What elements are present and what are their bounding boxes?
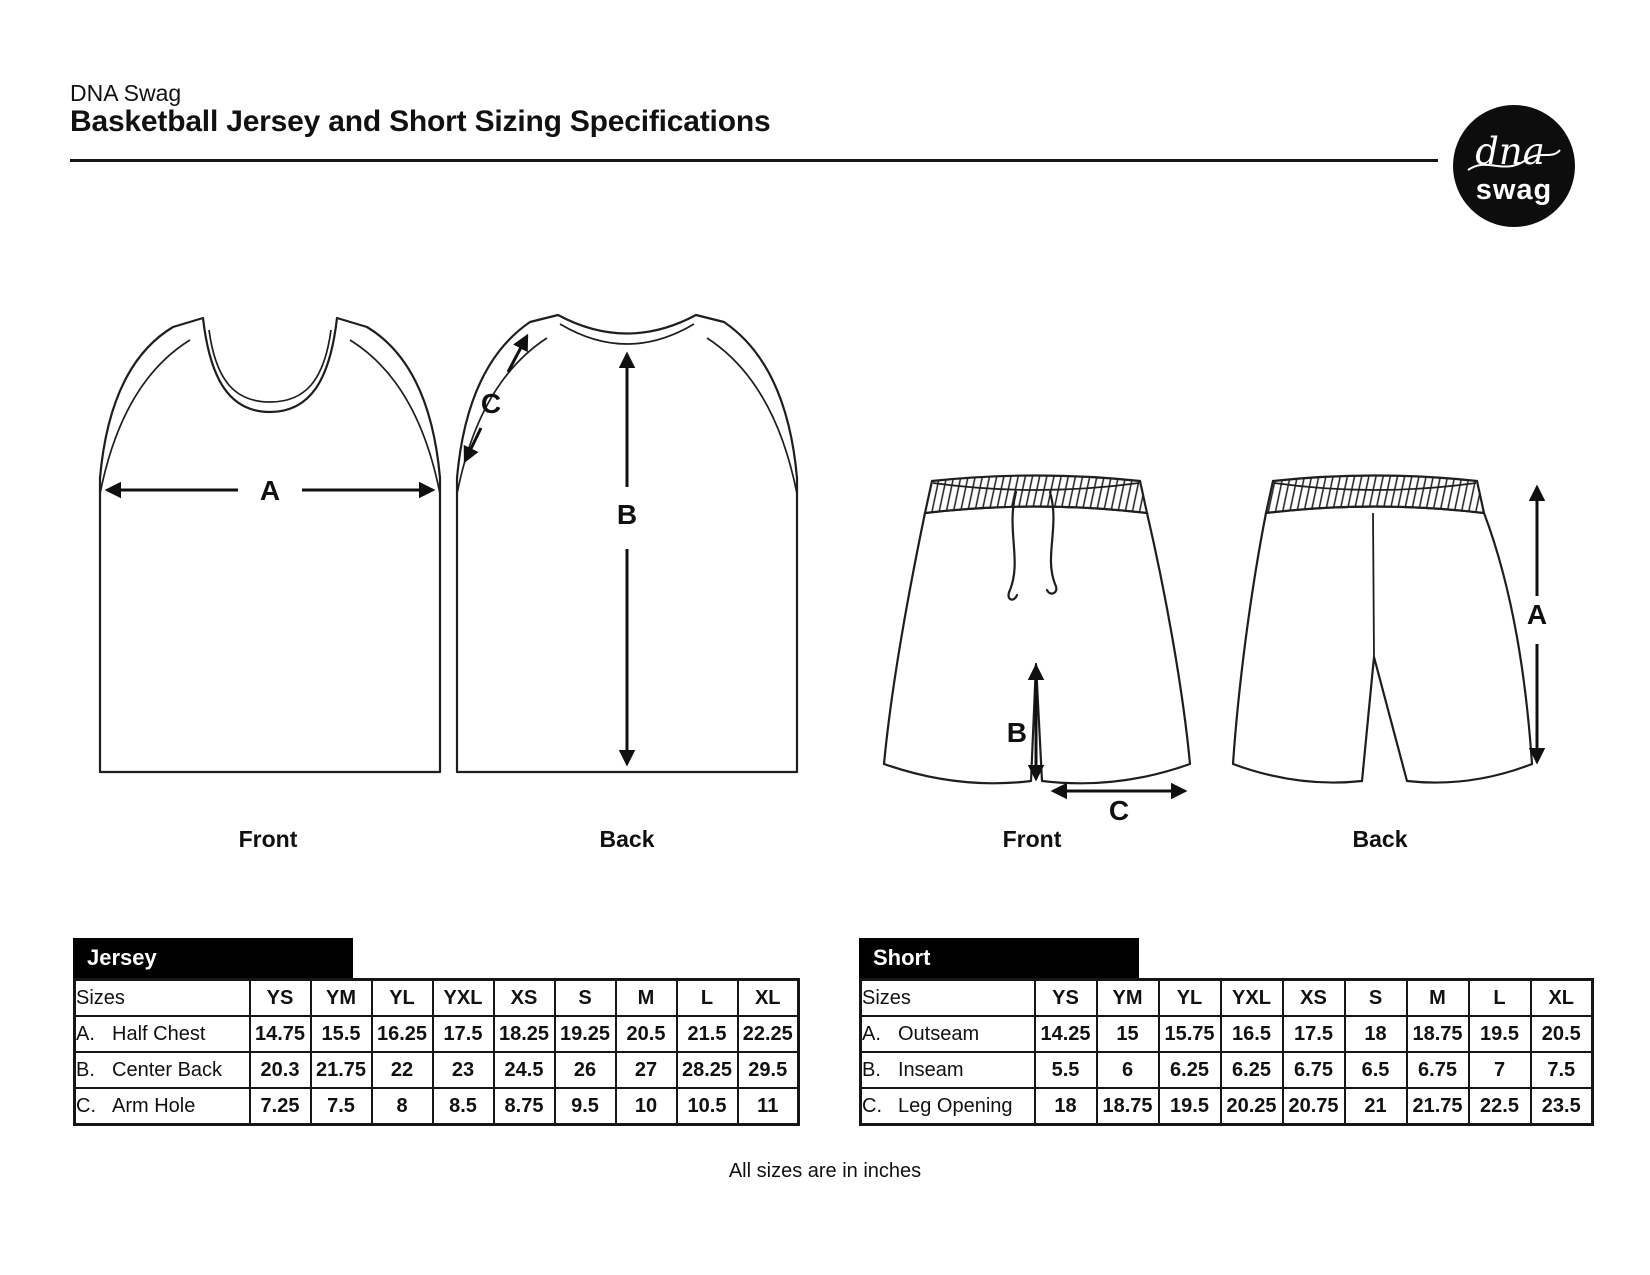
jersey-value-cell: 27	[616, 1052, 677, 1088]
measure-c-label: C	[1108, 795, 1130, 826]
short-sizes-row	[861, 980, 1593, 1017]
brand-name: DNA Swag	[70, 80, 182, 106]
short-inseam-row	[861, 1052, 1593, 1088]
jersey-value-cell: 23	[433, 1052, 494, 1088]
jersey-value-cell: 28.25	[677, 1052, 738, 1088]
jersey-value-cell: 18.25	[494, 1016, 555, 1052]
short-value-cell: 6.25	[1221, 1052, 1283, 1088]
jersey-value-cell: 21.75	[311, 1052, 372, 1088]
shorts-front-caption: Front	[1002, 826, 1062, 852]
row-label-cell	[861, 1052, 1035, 1088]
measure-a-label: A	[259, 475, 281, 506]
jersey-size-xl: XL	[738, 980, 799, 1017]
shorts-front-drawing	[884, 476, 1190, 853]
jersey-value-cell: 19.25	[555, 1016, 616, 1052]
row-label-cell	[75, 1088, 250, 1125]
jersey-size-ys: YS	[250, 980, 311, 1017]
shorts-back-drawing	[1233, 476, 1547, 853]
measure-a-label: A	[1526, 599, 1548, 630]
jersey-half-chest-row	[75, 1016, 799, 1052]
short-value-cell: 23.5	[1531, 1088, 1593, 1125]
short-value-cell: 14.25	[1035, 1016, 1097, 1052]
row-label-cell	[75, 1016, 250, 1052]
row-prefix: B.	[76, 1058, 95, 1081]
jersey-front-drawing	[100, 318, 440, 852]
short-value-cell: 19.5	[1159, 1088, 1221, 1125]
short-size-m: M	[1407, 980, 1469, 1017]
sizes-header-cell: Sizes	[861, 980, 1035, 1017]
short-leg-opening-row	[861, 1088, 1593, 1125]
jersey-size-ym: YM	[311, 980, 372, 1017]
short-value-cell: 6.75	[1407, 1052, 1469, 1088]
short-value-cell: 6.75	[1283, 1052, 1345, 1088]
jersey-value-cell: 26	[555, 1052, 616, 1088]
short-value-cell: 6.25	[1159, 1052, 1221, 1088]
short-value-cell: 18.75	[1097, 1088, 1159, 1125]
short-size-ys: YS	[1035, 980, 1097, 1017]
row-prefix: A.	[76, 1022, 95, 1045]
jersey-value-cell: 10	[616, 1088, 677, 1125]
jersey-size-l: L	[677, 980, 738, 1017]
jersey-table	[73, 978, 800, 1126]
jersey-size-table	[73, 938, 800, 1126]
jersey-size-m: M	[616, 980, 677, 1017]
jersey-center-back-row	[75, 1052, 799, 1088]
row-label-cell	[75, 1052, 250, 1088]
short-size-yxl: YXL	[1221, 980, 1283, 1017]
short-value-cell: 19.5	[1469, 1016, 1531, 1052]
short-value-cell: 6.5	[1345, 1052, 1407, 1088]
short-size-l: L	[1469, 980, 1531, 1017]
jersey-size-yxl: YXL	[433, 980, 494, 1017]
jersey-table-tab: Jersey	[73, 938, 353, 978]
jersey-value-cell: 15.5	[311, 1016, 372, 1052]
short-value-cell: 18.75	[1407, 1016, 1469, 1052]
jersey-value-cell: 24.5	[494, 1052, 555, 1088]
jersey-arm-hole-row	[75, 1088, 799, 1125]
page-title: Basketball Jersey and Short Sizing Specifications	[70, 105, 771, 138]
row-name: Arm Hole	[112, 1094, 196, 1117]
short-value-cell: 20.5	[1531, 1016, 1593, 1052]
jersey-sizes-row	[75, 980, 799, 1017]
short-value-cell: 22.5	[1469, 1088, 1531, 1125]
jersey-value-cell: 7.5	[311, 1088, 372, 1125]
short-value-cell: 20.75	[1283, 1088, 1345, 1125]
shorts-back-caption: Back	[1352, 826, 1408, 852]
short-value-cell: 6	[1097, 1052, 1159, 1088]
jersey-value-cell: 16.25	[372, 1016, 433, 1052]
short-value-cell: 18	[1345, 1016, 1407, 1052]
short-size-xs: XS	[1283, 980, 1345, 1017]
row-prefix: A.	[862, 1022, 881, 1045]
jersey-size-s: S	[555, 980, 616, 1017]
short-size-xl: XL	[1531, 980, 1593, 1017]
jersey-value-cell: 10.5	[677, 1088, 738, 1125]
short-size-s: S	[1345, 980, 1407, 1017]
short-size-ym: YM	[1097, 980, 1159, 1017]
measure-b-label: B	[1006, 717, 1027, 748]
jersey-value-cell: 20.3	[250, 1052, 311, 1088]
center-seam	[1373, 513, 1374, 657]
short-value-cell: 5.5	[1035, 1052, 1097, 1088]
short-value-cell: 7.5	[1531, 1052, 1593, 1088]
jersey-size-xs: XS	[494, 980, 555, 1017]
short-size-table	[859, 938, 1594, 1126]
row-name: Outseam	[898, 1022, 980, 1045]
jersey-value-cell: 9.5	[555, 1088, 616, 1125]
jersey-value-cell: 22.25	[738, 1016, 799, 1052]
row-label-cell	[861, 1088, 1035, 1125]
jersey-value-cell: 8	[372, 1088, 433, 1125]
jersey-value-cell: 14.75	[250, 1016, 311, 1052]
row-name: Half Chest	[112, 1022, 206, 1045]
short-value-cell: 7	[1469, 1052, 1531, 1088]
sizes-header-cell: Sizes	[75, 980, 250, 1017]
jersey-back-caption: Back	[599, 826, 655, 852]
measure-b-label: B	[616, 499, 638, 530]
row-prefix: B.	[862, 1058, 881, 1081]
row-prefix: C.	[862, 1094, 882, 1117]
logo-wordmark: swag	[1475, 174, 1553, 206]
jersey-value-cell: 22	[372, 1052, 433, 1088]
short-value-cell: 15	[1097, 1016, 1159, 1052]
jersey-value-cell: 20.5	[616, 1016, 677, 1052]
row-prefix: C.	[76, 1094, 96, 1117]
short-size-yl: YL	[1159, 980, 1221, 1017]
units-note: All sizes are in inches	[728, 1160, 922, 1182]
short-table	[859, 978, 1594, 1126]
short-value-cell: 20.25	[1221, 1088, 1283, 1125]
jersey-value-cell: 21.5	[677, 1016, 738, 1052]
jersey-value-cell: 8.75	[494, 1088, 555, 1125]
jersey-back-drawing	[457, 315, 797, 852]
jersey-value-cell: 7.25	[250, 1088, 311, 1125]
jersey-value-cell: 8.5	[433, 1088, 494, 1125]
short-value-cell: 21.75	[1407, 1088, 1469, 1125]
jersey-front-caption: Front	[238, 826, 298, 852]
jersey-size-yl: YL	[372, 980, 433, 1017]
row-name: Leg Opening	[898, 1094, 1013, 1117]
short-value-cell: 17.5	[1283, 1016, 1345, 1052]
measure-c-label: C	[480, 388, 502, 419]
short-outseam-row	[861, 1016, 1593, 1052]
logo-script-text: dna	[1475, 130, 1545, 173]
short-table-tab: Short	[859, 938, 1139, 978]
jersey-value-cell: 17.5	[433, 1016, 494, 1052]
short-value-cell: 15.75	[1159, 1016, 1221, 1052]
row-name: Center Back	[112, 1058, 223, 1081]
row-name: Inseam	[898, 1058, 964, 1081]
jersey-value-cell: 11	[738, 1088, 799, 1125]
row-label-cell	[861, 1016, 1035, 1052]
short-value-cell: 18	[1035, 1088, 1097, 1125]
short-value-cell: 16.5	[1221, 1016, 1283, 1052]
jersey-value-cell: 29.5	[738, 1052, 799, 1088]
short-value-cell: 21	[1345, 1088, 1407, 1125]
